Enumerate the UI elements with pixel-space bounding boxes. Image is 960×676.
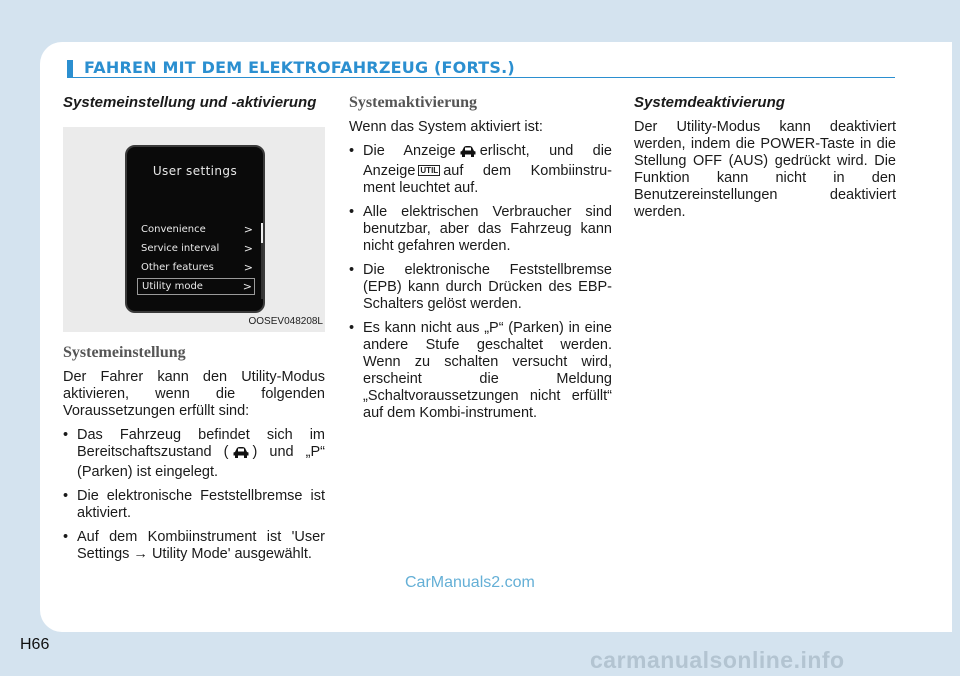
middle-heading: Systemaktivierung [349, 94, 477, 111]
bullet-text: Die Anzeige [363, 143, 456, 159]
bullet-text: Das Fahrzeug befindet sich im Bereitschaftszustand ( [77, 427, 325, 460]
left-intro: Der Fahrer kann den Utility-Modus aktivieren, wenn die folgenden Voraussetzungen erfüllt sind: [63, 369, 325, 419]
left-heading: Systemeinstellung und -aktivierung [63, 94, 317, 111]
list-item [63, 427, 325, 481]
list-item [349, 143, 612, 197]
bullet-text: erlischt, und die Anzeige [363, 143, 612, 179]
list-item: • Auf dem Kombiinstrument ist 'User Settings → Utility Mode' ausgewählt. [63, 529, 325, 563]
menu-item-service-interval [137, 240, 255, 257]
figure-code: OOSEV048208L [248, 316, 323, 327]
bullet-text: auf dem Kombiinstru-ment leuchtet auf. [363, 163, 612, 196]
list-item: • Die elektronische Feststellbremse (EPB) kann durch Drücken des EBP-Schalters gelöst werden. [349, 262, 612, 313]
car-ready-icon [459, 145, 477, 163]
util-indicator-icon: UTIL [420, 166, 439, 175]
chevron-right-icon: > [243, 261, 253, 274]
menu-item-utility-mode [137, 278, 255, 295]
watermark-carmanuals2: CarManuals2.com [405, 574, 535, 591]
watermark-carmanualsonline: carmanualsonline.info [590, 647, 845, 673]
right-body: Der Utility-Modus kann deaktiviert werden, indem die POWER-Taste in die Stellung OFF (AUS) gedrückt wird. Die Funktion kann nicht in den Benutzereinstellungen deaktiviert werden. [634, 119, 896, 220]
list-item: • Es kann nicht aus „P“ (Parken) in eine andere Stufe geschaltet werden. Wenn zu schalten versucht wird, erscheint die Meldung „Schaltvoraussetzungen nicht erfüllt“ auf dem Kombi-instrument. [349, 320, 612, 422]
left-column [63, 94, 325, 563]
right-heading: Systemdeaktivierung [634, 94, 785, 111]
middle-bullets [349, 143, 612, 422]
chevron-right-icon: > [243, 242, 253, 255]
middle-column [349, 94, 612, 422]
left-bullets [63, 427, 325, 563]
left-subheading: Systemeinstellung [63, 344, 186, 361]
chevron-right-icon: > [243, 223, 253, 236]
menu-scroll-thumb [261, 223, 263, 243]
list-item: • Die elektronische Feststellbremse ist aktiviert. [63, 488, 325, 522]
section-divider [67, 77, 895, 78]
page-number: H66 [20, 636, 50, 653]
cluster-figure [63, 127, 325, 332]
right-column [634, 94, 896, 221]
middle-intro: Wenn das System aktiviert ist: [349, 119, 543, 135]
screen-title: User settings [152, 164, 238, 178]
menu-item-label: Convenience [141, 224, 206, 235]
chevron-right-icon: > [242, 280, 252, 293]
car-ready-icon [232, 446, 250, 464]
menu-item-label: Service interval [141, 243, 220, 254]
cluster-screen [125, 145, 265, 313]
menu-item-label: Utility mode [142, 281, 203, 292]
list-item: • Alle elektrischen Verbraucher sind benutzbar, aber das Fahrzeug kann nicht gefahren werden. [349, 204, 612, 255]
menu-item-label: Other features [141, 262, 214, 273]
bullet-text: ) und „P“ (Parken) ist eingelegt. [77, 444, 325, 480]
section-title: FAHREN MIT DEM ELEKTROFAHRZEUG (FORTS.) [84, 58, 515, 77]
menu-item-other-features [137, 259, 255, 276]
section-accent-bar [67, 60, 73, 78]
menu-item-convenience [137, 221, 255, 238]
